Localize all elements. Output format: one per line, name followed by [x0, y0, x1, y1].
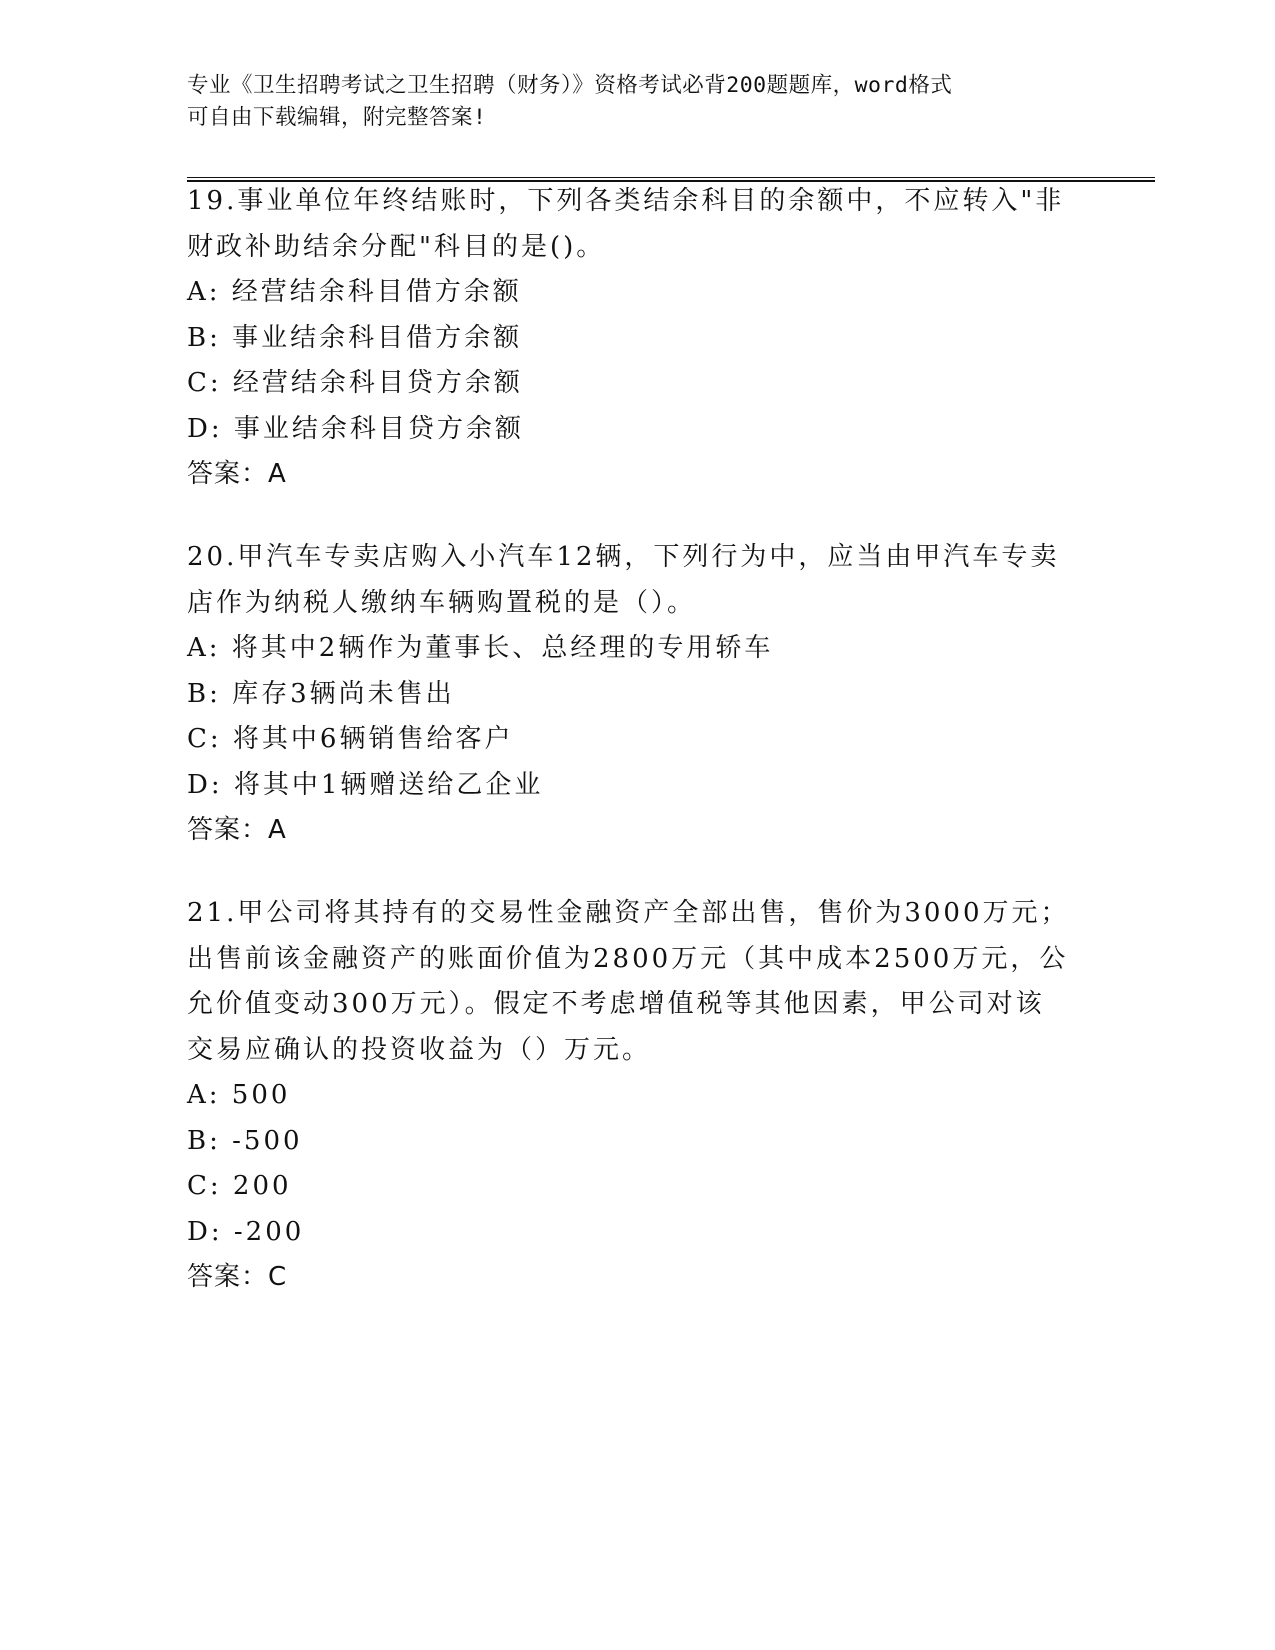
question-stem-line: 店作为纳税人缴纳车辆购置税的是（）。 [187, 587, 697, 618]
question-20 [187, 535, 1087, 854]
question-stem-line: 21.甲公司将其持有的交易性金融资产全部出售，售价为3000万元； [187, 898, 1070, 928]
header-line-2: 可自由下载编辑，附完整答案! [187, 105, 487, 130]
question-stem-line: 出售前该金融资产的账面价值为2800万元（其中成本2500万元，公 [187, 943, 1069, 974]
option-a: A: 将其中2辆作为董事长、总经理的专用轿车 [187, 633, 774, 663]
option-a: A: 500 [187, 1080, 291, 1110]
question-19 [187, 179, 1087, 498]
option-c: C: 经营结余科目贷方余额 [187, 368, 523, 398]
option-b: B: -500 [187, 1125, 303, 1156]
document-header [187, 70, 1067, 134]
option-d: D: -200 [187, 1216, 305, 1247]
question-stem-line: 19.事业单位年终结账时，下列各类结余科目的余额中，不应转入"非 [187, 186, 1065, 216]
question-stem-line: 20.甲汽车专卖店购入小汽车12辆，下列行为中，应当由甲汽车专卖 [187, 542, 1060, 572]
answer: 答案：C [187, 1262, 288, 1292]
header-line-1: 专业《卫生招聘考试之卫生招聘（财务）》资格考试必背200题题库，word格式 [187, 73, 953, 98]
option-b: B: 事业结余科目借方余额 [187, 322, 523, 353]
option-d: D: 将其中1辆赠送给乙企业 [187, 769, 544, 800]
answer: 答案：A [187, 815, 287, 845]
question-stem-line: 财政补助结余分配"科目的是()。 [187, 231, 606, 262]
answer: 答案：A [187, 459, 287, 489]
option-b: B: 库存3辆尚未售出 [187, 678, 455, 709]
option-d: D: 事业结余科目贷方余额 [187, 413, 524, 444]
question-stem-line: 允价值变动300万元）。假定不考虑增值税等其他因素，甲公司对该 [187, 989, 1045, 1019]
option-c: C: 将其中6辆销售给客户 [187, 724, 514, 754]
question-stem-line: 交易应确认的投资收益为（）万元。 [187, 1034, 652, 1065]
option-a: A: 经营结余科目借方余额 [187, 277, 522, 307]
question-21 [187, 891, 1087, 1301]
option-c: C: 200 [187, 1171, 292, 1201]
